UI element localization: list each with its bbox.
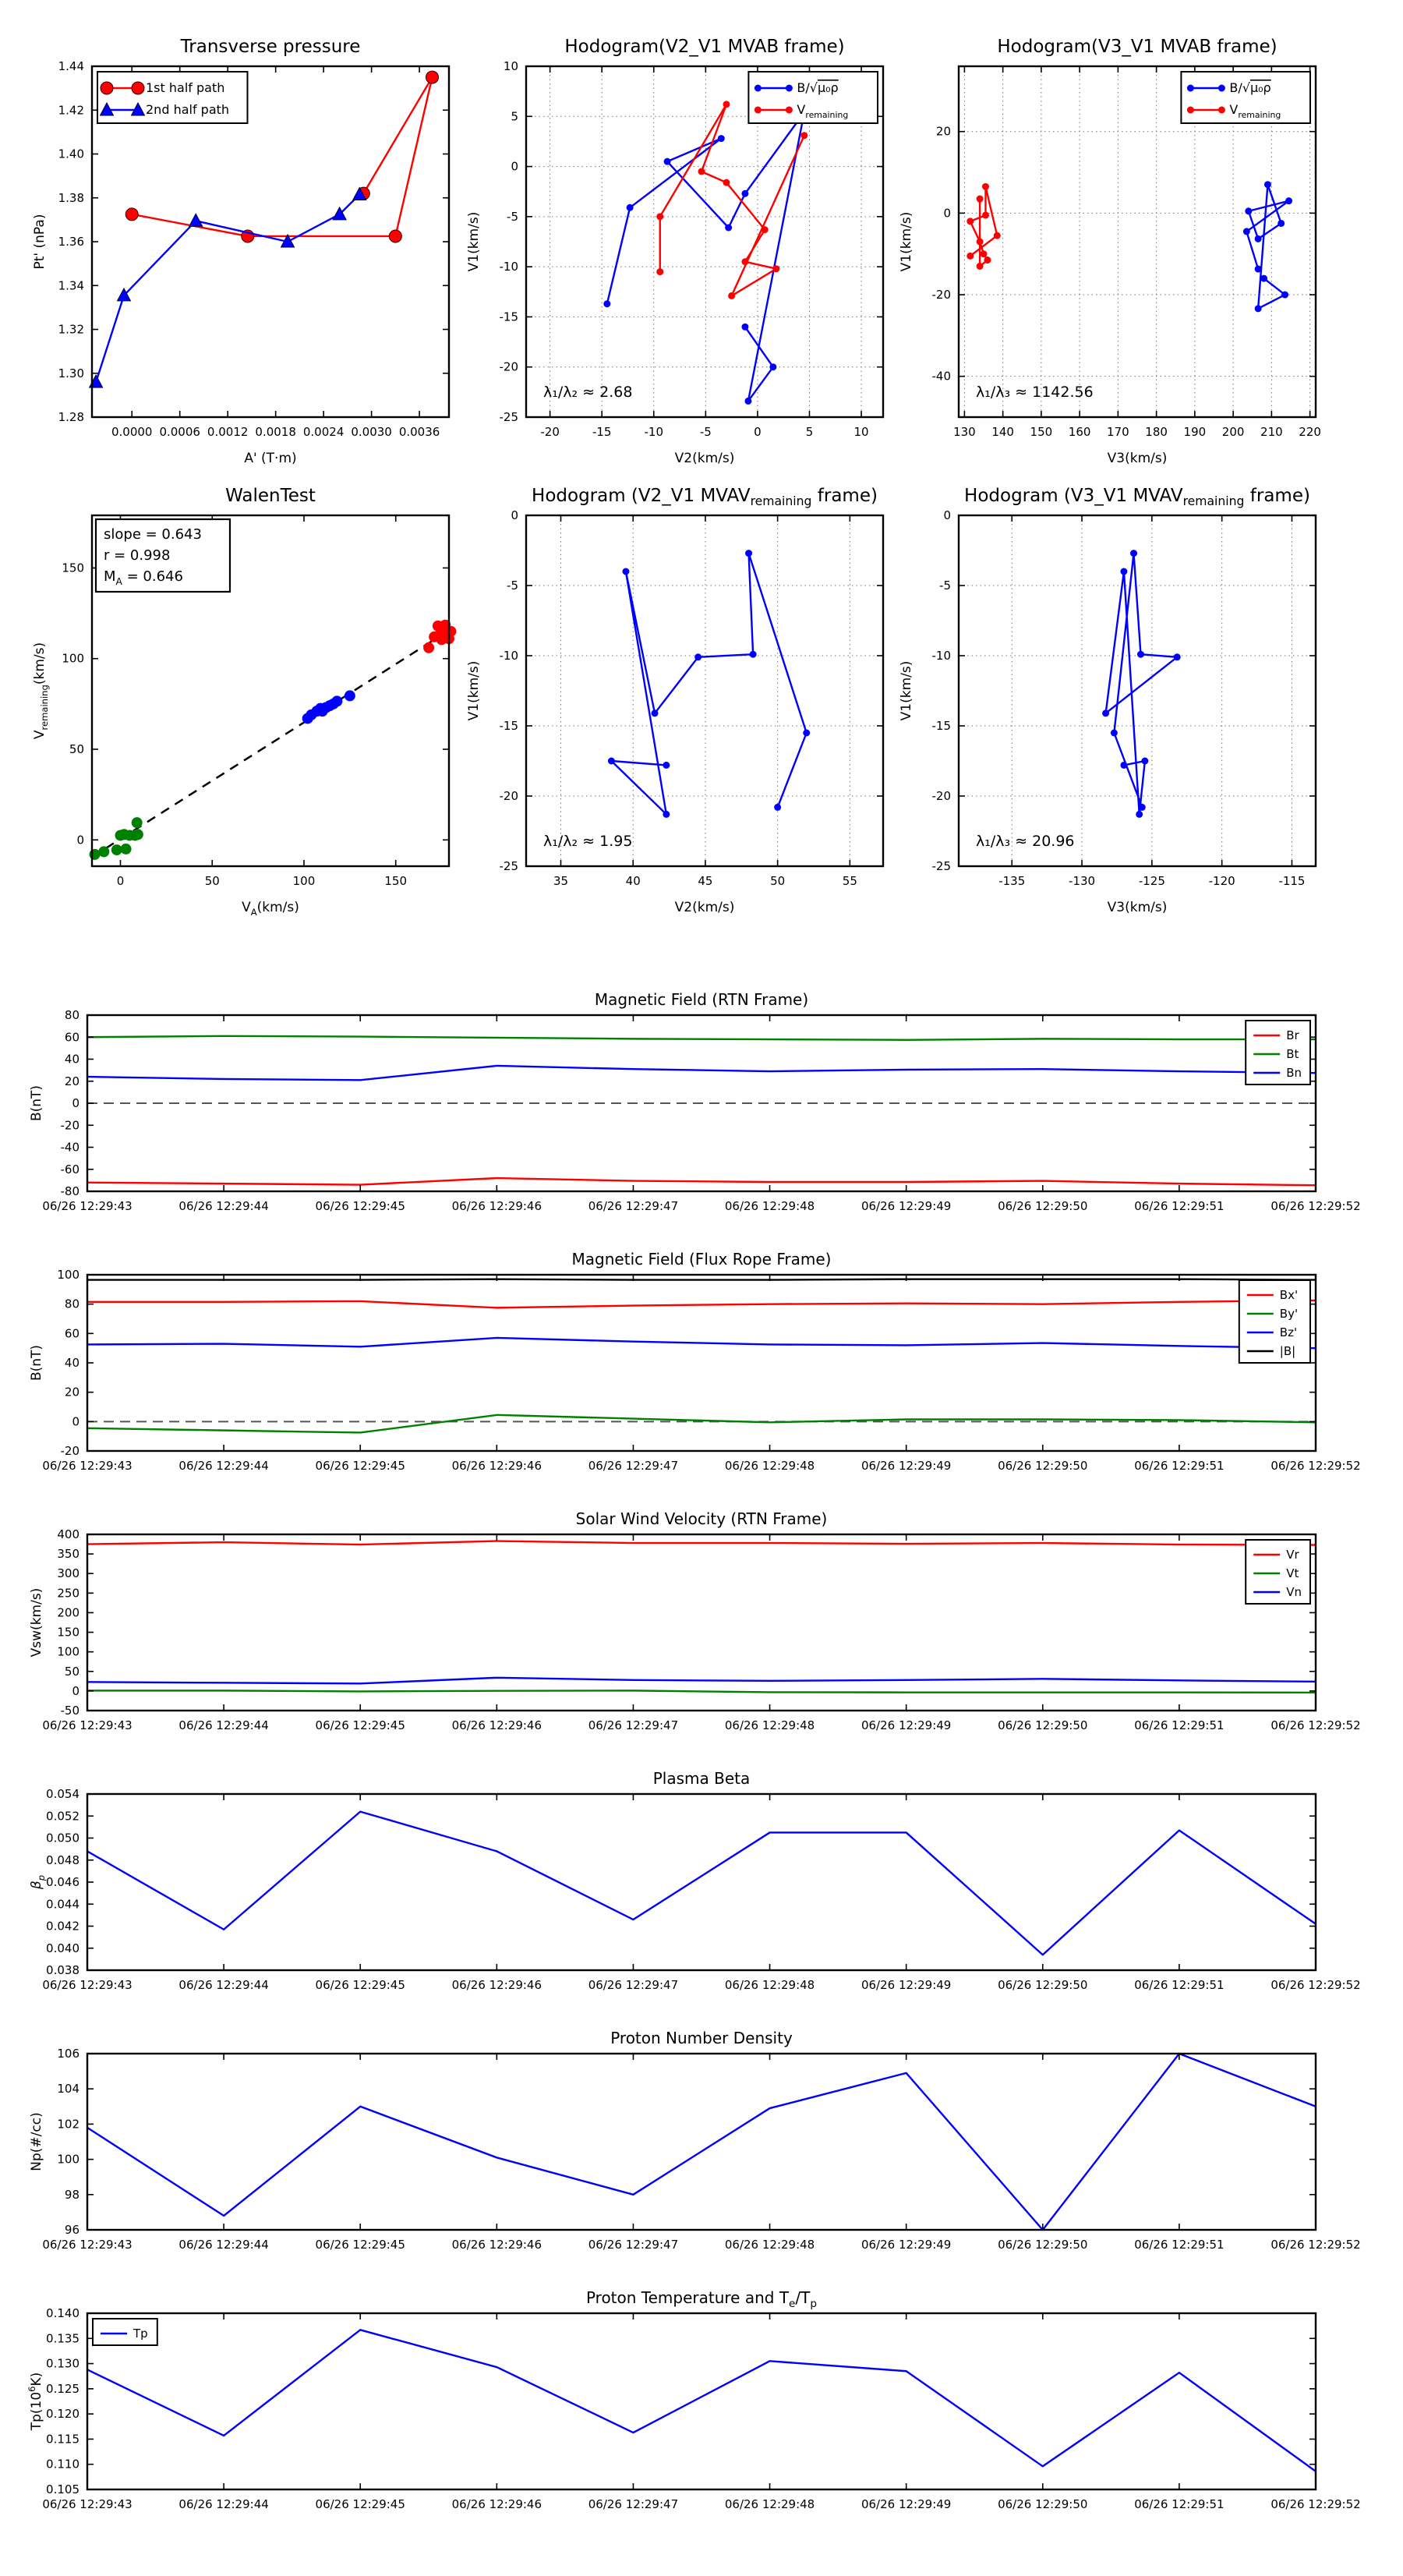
x-tick-label: 06/26 12:29:50 xyxy=(998,2238,1088,2252)
x-axis-label: V2(km/s) xyxy=(674,900,735,915)
y-tick-label: -15 xyxy=(931,719,951,733)
x-tick-label: -125 xyxy=(1138,874,1165,888)
chart-title: Transverse pressure xyxy=(180,37,361,57)
ticks xyxy=(42,2047,1360,2252)
stats-line: r = 0.998 xyxy=(104,547,171,564)
x-tick-label: 06/26 12:29:51 xyxy=(1134,1199,1225,1213)
x-tick-label: 190 xyxy=(1183,425,1207,439)
series-vt xyxy=(87,1690,1316,1693)
x-tick-label: 06/26 12:29:52 xyxy=(1270,1718,1361,1732)
chart-title: Hodogram(V2_V1 MVAB frame) xyxy=(564,37,845,57)
y-tick-label: 0 xyxy=(72,1683,80,1698)
x-tick-label: 06/26 12:29:46 xyxy=(451,2497,542,2511)
eigenvalue-annotation: λ₁/λ₃ ≈ 1142.56 xyxy=(976,384,1094,401)
chart-title: Hodogram (V2_V1 $MVAV_{remaining}$ frame) xyxy=(532,486,878,508)
x-tick-label: 55 xyxy=(842,874,857,888)
y-tick-label: -20 xyxy=(60,1118,80,1133)
y-tick-label: 5 xyxy=(511,109,518,124)
legend-label: $V_{remaining}$ xyxy=(1229,102,1281,120)
y-axis-label: Np(#/cc) xyxy=(29,2112,44,2171)
x-tick-label: 06/26 12:29:44 xyxy=(178,1978,269,1992)
y-axis-label: V1(km/s) xyxy=(899,211,914,272)
chart-title: Hodogram(V3_V1 MVAB frame) xyxy=(997,37,1278,57)
y-tick-label: 0.125 xyxy=(46,2381,80,2396)
x-tick-label: 45 xyxy=(698,874,713,888)
chart-title: Proton Number Density xyxy=(610,2029,793,2047)
ticks xyxy=(42,1527,1360,1732)
x-tick-label: 06/26 12:29:51 xyxy=(1134,2497,1225,2511)
y-tick-label: -25 xyxy=(499,410,518,424)
legend-label: |B| xyxy=(1279,1344,1296,1358)
x-tick-label: 06/26 12:29:46 xyxy=(451,1459,542,1473)
chart-title: Solar Wind Velocity (RTN Frame) xyxy=(575,1509,828,1528)
y-tick-label: -5 xyxy=(507,579,518,593)
x-tick-label: 150 xyxy=(1030,425,1053,439)
legend xyxy=(1246,1540,1310,1604)
x-tick-label: 210 xyxy=(1260,425,1283,439)
y-tick-label: -10 xyxy=(931,649,951,663)
y-axis-label: $Tp(10^6K)$ xyxy=(27,2372,44,2431)
chart-title: Plasma Beta xyxy=(652,1769,751,1788)
x-tick-label: 06/26 12:29:43 xyxy=(42,1199,133,1213)
x-tick-label: 40 xyxy=(625,874,641,888)
y-axis-label: $V_{remaining}(km/s)$ xyxy=(32,642,50,740)
y-tick-label: 400 xyxy=(57,1527,80,1541)
series-np xyxy=(87,2054,1316,2230)
legend-label: Bn xyxy=(1286,1066,1302,1080)
chart-hodogram-v2v1-mvav xyxy=(466,486,883,915)
x-tick-label: 06/26 12:29:43 xyxy=(42,1459,133,1473)
y-axis-label: Pt' (nPa) xyxy=(32,214,48,270)
y-tick-label: -15 xyxy=(499,719,518,733)
y-axis-label: B(nT) xyxy=(29,1344,44,1382)
x-tick-label: 06/26 12:29:43 xyxy=(42,1718,133,1732)
x-tick-label: 170 xyxy=(1107,425,1129,439)
y-tick-label: -10 xyxy=(499,260,518,274)
y-tick-label: 0.040 xyxy=(46,1941,80,1955)
chart-plasma-beta xyxy=(29,1769,1361,1992)
y-tick-label: 150 xyxy=(62,561,84,575)
ticks xyxy=(42,2306,1360,2511)
x-tick-label: 06/26 12:29:49 xyxy=(861,2238,952,2252)
y-tick-label: 1.44 xyxy=(58,59,84,73)
y-tick-label: 40 xyxy=(64,1356,80,1370)
stats-line: slope = 0.643 xyxy=(104,526,202,543)
y-tick-label: 0.140 xyxy=(46,2306,80,2320)
y-tick-label: -40 xyxy=(60,1140,80,1155)
y-tick-label: 50 xyxy=(64,1664,80,1679)
x-tick-label: 06/26 12:29:47 xyxy=(588,2497,679,2511)
x-tick-label: 06/26 12:29:48 xyxy=(724,2238,815,2252)
x-tick-label: 06/26 12:29:44 xyxy=(178,1459,269,1473)
series-vn xyxy=(87,1678,1316,1684)
series-v-remaining xyxy=(608,550,810,818)
y-tick-label: -40 xyxy=(931,369,951,384)
x-tick-label: 130 xyxy=(953,425,976,439)
x-tick-label: 06/26 12:29:50 xyxy=(998,1199,1088,1213)
chart-transverse-pressure xyxy=(32,37,449,466)
series-middle-interval xyxy=(302,690,355,724)
x-tick-label: 06/26 12:29:45 xyxy=(315,1199,405,1213)
x-tick-label: 06/26 12:29:50 xyxy=(998,1978,1088,1992)
x-tick-label: 06/26 12:29:50 xyxy=(998,1459,1088,1473)
x-tick-label: 06/26 12:29:51 xyxy=(1134,1718,1225,1732)
x-tick-label: 06/26 12:29:48 xyxy=(724,1199,815,1213)
y-tick-label: 1.32 xyxy=(58,322,84,337)
series-v-remaining xyxy=(1102,550,1181,818)
x-tick-label: -130 xyxy=(1069,874,1096,888)
y-tick-label: 0.130 xyxy=(46,2356,80,2371)
x-tick-label: 06/26 12:29:46 xyxy=(451,2238,542,2252)
x-tick-label: 06/26 12:29:44 xyxy=(178,2238,269,2252)
chart-hodogram-v3v1-mvav xyxy=(899,486,1316,915)
eigenvalue-annotation: λ₁/λ₂ ≈ 2.68 xyxy=(543,384,633,401)
x-tick-label: 06/26 12:29:52 xyxy=(1270,1459,1361,1473)
x-tick-label: 06/26 12:29:49 xyxy=(861,2497,952,2511)
y-tick-label: -80 xyxy=(60,1184,80,1198)
legend-label: $V_{remaining}$ xyxy=(797,102,849,120)
x-tick-label: 06/26 12:29:46 xyxy=(451,1978,542,1992)
y-tick-label: 50 xyxy=(69,742,84,756)
ticks xyxy=(42,1787,1360,1992)
legend-label: Tp xyxy=(133,2327,148,2341)
legend-label: By' xyxy=(1279,1307,1299,1321)
series-last-interval xyxy=(423,620,456,653)
chart-magnetic-field-flux-rope xyxy=(29,1250,1361,1473)
y-tick-label: -20 xyxy=(60,1444,80,1458)
legend-label: B/√μ₀ρ xyxy=(797,80,839,95)
x-tick-label: 0.0000 xyxy=(111,425,153,439)
legend-label: Bx' xyxy=(1279,1288,1299,1302)
x-axis-label: A' (T·m) xyxy=(244,451,297,466)
x-tick-label: 06/26 12:29:50 xyxy=(998,2497,1088,2511)
y-tick-label: 0.105 xyxy=(46,2482,80,2496)
x-tick-label: 06/26 12:29:44 xyxy=(178,2497,269,2511)
chart-title: Proton Temperature and $T_e/T_p$ xyxy=(585,2288,818,2310)
y-tick-label: -15 xyxy=(499,310,518,324)
x-tick-label: 0 xyxy=(116,874,125,888)
x-tick-label: -20 xyxy=(540,425,560,439)
legend xyxy=(1181,72,1310,123)
y-tick-label: 0 xyxy=(943,508,951,522)
x-tick-label: 06/26 12:29:48 xyxy=(724,1718,815,1732)
y-tick-label: 102 xyxy=(57,2117,80,2132)
y-axis-label: $\beta_p$ xyxy=(29,1874,47,1890)
y-tick-label: 0.054 xyxy=(46,1787,80,1801)
y-tick-label: -10 xyxy=(499,649,518,663)
eigenvalue-annotation: λ₁/λ₂ ≈ 1.95 xyxy=(543,833,633,850)
y-tick-label: -50 xyxy=(60,1704,80,1718)
axes-frame xyxy=(87,1534,1316,1711)
x-tick-label: 200 xyxy=(1221,425,1245,439)
x-tick-label: 06/26 12:29:47 xyxy=(588,1718,679,1732)
x-tick-label: 160 xyxy=(1068,425,1091,439)
y-tick-label: 96 xyxy=(64,2223,80,2237)
y-tick-label: 1.36 xyxy=(58,235,84,249)
x-tick-label: 06/26 12:29:47 xyxy=(588,2238,679,2252)
x-tick-label: 06/26 12:29:45 xyxy=(315,1718,405,1732)
x-tick-label: 06/26 12:29:45 xyxy=(315,1459,405,1473)
x-tick-label: 06/26 12:29:52 xyxy=(1270,1199,1361,1213)
x-tick-label: 06/26 12:29:47 xyxy=(588,1978,679,1992)
series-bt xyxy=(87,1036,1316,1040)
y-tick-label: 0.044 xyxy=(46,1897,80,1912)
y-tick-label: -25 xyxy=(931,859,951,873)
x-tick-label: 0.0024 xyxy=(302,425,345,439)
x-tick-label: 06/26 12:29:51 xyxy=(1134,1978,1225,1992)
y-tick-label: 200 xyxy=(57,1605,80,1620)
x-tick-label: 06/26 12:29:45 xyxy=(315,2238,405,2252)
y-tick-label: 40 xyxy=(64,1052,80,1067)
x-tick-label: 06/26 12:29:48 xyxy=(724,1978,815,1992)
y-tick-label: 1.28 xyxy=(58,410,84,424)
y-tick-label: 1.40 xyxy=(58,147,84,161)
y-tick-label: 104 xyxy=(57,2082,80,2097)
y-tick-label: 60 xyxy=(64,1030,80,1045)
y-tick-label: 0.135 xyxy=(46,2331,80,2346)
x-tick-label: 06/26 12:29:49 xyxy=(861,1978,952,1992)
x-tick-label: 06/26 12:29:49 xyxy=(861,1459,952,1473)
x-tick-label: 06/26 12:29:52 xyxy=(1270,1978,1361,1992)
chart-hodogram-v2v1-mvab xyxy=(466,37,883,466)
y-tick-label: -20 xyxy=(931,288,951,303)
y-tick-label: 20 xyxy=(64,1074,80,1088)
y-tick-label: -60 xyxy=(60,1162,80,1177)
x-tick-label: -5 xyxy=(699,425,712,439)
y-tick-label: -5 xyxy=(939,579,951,593)
y-axis-label: Vsw(km/s) xyxy=(29,1587,44,1658)
x-tick-label: 5 xyxy=(805,425,814,439)
series--b- xyxy=(87,1279,1316,1280)
chart-magnetic-field-rtn xyxy=(29,990,1361,1213)
chart-title: Magnetic Field (Flux Rope Frame) xyxy=(571,1250,832,1269)
x-tick-label: 0.0036 xyxy=(398,425,440,439)
x-tick-label: 06/26 12:29:45 xyxy=(315,2497,405,2511)
chart-hodogram-v3v1-mvab xyxy=(899,37,1321,466)
series-first-interval xyxy=(90,817,143,860)
x-tick-label: -15 xyxy=(592,425,612,439)
legend xyxy=(1246,1021,1310,1085)
chart-walen-test xyxy=(32,486,456,918)
y-tick-label: 100 xyxy=(57,1268,80,1282)
y-tick-label: 60 xyxy=(64,1326,80,1341)
axes-frame xyxy=(87,1794,1316,1970)
x-tick-label: 220 xyxy=(1299,425,1321,439)
legend-label: 1st half path xyxy=(146,80,225,95)
y-tick-label: 0.052 xyxy=(46,1809,80,1824)
legend-label: Vt xyxy=(1286,1566,1299,1580)
x-tick-label: -120 xyxy=(1208,874,1235,888)
legend-label: Vr xyxy=(1286,1548,1299,1562)
axes-frame xyxy=(526,515,883,866)
eigenvalue-annotation: λ₁/λ₃ ≈ 20.96 xyxy=(976,833,1075,850)
x-tick-label: 06/26 12:29:46 xyxy=(451,1718,542,1732)
series-by- xyxy=(87,1415,1316,1433)
x-tick-label: 06/26 12:29:43 xyxy=(42,1978,133,1992)
ticks xyxy=(500,508,884,888)
x-tick-label: 06/26 12:29:50 xyxy=(998,1718,1088,1732)
y-tick-label: 0.048 xyxy=(46,1852,80,1867)
y-tick-label: 1.34 xyxy=(58,278,84,293)
x-tick-label: 0.0006 xyxy=(159,425,200,439)
x-tick-label: 06/26 12:29:47 xyxy=(588,1199,679,1213)
x-tick-label: 06/26 12:29:43 xyxy=(42,2497,133,2511)
legend xyxy=(97,72,247,123)
grid xyxy=(526,515,883,866)
x-tick-label: 06/26 12:29:45 xyxy=(315,1978,405,1992)
x-tick-label: -115 xyxy=(1278,874,1306,888)
x-axis-label: V2(km/s) xyxy=(674,451,735,466)
series-b-sqrt-mu0-rho- xyxy=(603,109,808,405)
series-bx- xyxy=(87,1300,1316,1307)
chart-title: WalenTest xyxy=(225,486,316,506)
series-v-remaining xyxy=(967,183,1000,270)
x-tick-label: 35 xyxy=(553,874,569,888)
x-tick-label: 06/26 12:29:48 xyxy=(724,2497,815,2511)
x-tick-label: 06/26 12:29:46 xyxy=(451,1199,542,1213)
y-tick-label: 0.038 xyxy=(46,1963,80,1977)
fit-line xyxy=(92,630,449,857)
x-tick-label: 150 xyxy=(384,874,408,888)
x-tick-label: 0.0012 xyxy=(207,425,249,439)
x-tick-label: 0.0030 xyxy=(351,425,392,439)
x-axis-label: V3(km/s) xyxy=(1107,451,1168,466)
y-tick-label: 0.115 xyxy=(46,2432,80,2447)
x-tick-label: 06/26 12:29:49 xyxy=(861,1199,952,1213)
legend-label: Vn xyxy=(1286,1585,1302,1599)
y-tick-label: -5 xyxy=(507,209,518,224)
chart-title: Magnetic Field (RTN Frame) xyxy=(594,990,809,1009)
series-vr xyxy=(87,1541,1316,1545)
y-tick-label: 100 xyxy=(57,1644,80,1659)
y-tick-label: -20 xyxy=(499,789,518,803)
y-tick-label: 80 xyxy=(64,1297,80,1311)
axes-frame xyxy=(87,2054,1316,2230)
ticks xyxy=(42,1268,1360,1473)
x-tick-label: -135 xyxy=(998,874,1026,888)
series-v-remaining xyxy=(656,101,808,299)
y-tick-label: 100 xyxy=(62,651,84,666)
chart-title: Hodogram (V3_V1 $MVAV_{remaining}$ frame) xyxy=(964,486,1310,508)
x-tick-label: 06/26 12:29:51 xyxy=(1134,1459,1225,1473)
x-tick-label: 50 xyxy=(770,874,786,888)
y-tick-label: 0 xyxy=(76,833,84,847)
legend-label: Bz' xyxy=(1279,1325,1298,1339)
x-tick-label: 0.0018 xyxy=(255,425,296,439)
y-tick-label: 0.042 xyxy=(46,1919,80,1934)
x-tick-label: 06/26 12:29:52 xyxy=(1270,2238,1361,2252)
legend xyxy=(1239,1280,1310,1363)
y-tick-label: -25 xyxy=(499,859,518,873)
y-tick-label: 0 xyxy=(72,1414,80,1429)
x-tick-label: 100 xyxy=(292,874,316,888)
y-tick-label: 106 xyxy=(57,2047,80,2061)
x-tick-label: 0 xyxy=(754,425,762,439)
x-tick-label: 06/26 12:29:48 xyxy=(724,1459,815,1473)
y-tick-label: 0 xyxy=(511,508,518,522)
series-tp xyxy=(87,2330,1316,2471)
y-tick-label: 350 xyxy=(57,1547,80,1562)
series-bn xyxy=(87,1066,1316,1080)
series-beta-p xyxy=(87,1812,1316,1955)
x-tick-label: 06/26 12:29:44 xyxy=(178,1718,269,1732)
y-tick-label: 0.050 xyxy=(46,1831,80,1845)
x-axis-label: V3(km/s) xyxy=(1107,900,1168,915)
series-bz- xyxy=(87,1338,1316,1348)
y-axis-label: B(nT) xyxy=(29,1085,44,1122)
y-tick-label: 98 xyxy=(64,2187,80,2202)
y-tick-label: 0 xyxy=(943,206,951,221)
y-tick-label: 250 xyxy=(57,1586,80,1601)
y-axis-label: V1(km/s) xyxy=(466,660,482,721)
series-b-sqrt-mu0-rho- xyxy=(1243,181,1292,312)
y-tick-label: -20 xyxy=(931,789,951,803)
x-tick-label: 50 xyxy=(204,874,220,888)
y-tick-label: 0.110 xyxy=(46,2457,80,2472)
y-tick-label: 0.046 xyxy=(46,1875,80,1889)
x-tick-label: 06/26 12:29:51 xyxy=(1134,2238,1225,2252)
x-axis-label: $V_A(km/s)$ xyxy=(242,900,299,918)
y-tick-label: 0.120 xyxy=(46,2407,80,2422)
y-tick-label: 100 xyxy=(57,2152,80,2167)
legend xyxy=(93,2319,157,2345)
x-tick-label: 10 xyxy=(853,425,869,439)
x-tick-label: 06/26 12:29:47 xyxy=(588,1459,679,1473)
y-tick-label: 10 xyxy=(503,59,518,73)
y-tick-label: 20 xyxy=(64,1385,80,1399)
y-tick-label: 1.42 xyxy=(58,103,84,118)
y-tick-label: 1.30 xyxy=(58,366,84,380)
x-tick-label: 140 xyxy=(991,425,1014,439)
legend-label: Br xyxy=(1286,1028,1299,1042)
legend-label: B/√μ₀ρ xyxy=(1229,80,1271,95)
y-tick-label: 0 xyxy=(72,1096,80,1110)
y-axis-label: V1(km/s) xyxy=(466,211,482,272)
chart-solar-wind-velocity xyxy=(29,1509,1361,1732)
x-tick-label: -10 xyxy=(644,425,664,439)
legend xyxy=(748,72,878,123)
legend-label: 2nd half path xyxy=(146,102,230,117)
legend-label: Bt xyxy=(1286,1047,1299,1061)
stats-line: $M_A = 0.646$ xyxy=(104,568,183,587)
y-tick-label: 150 xyxy=(57,1625,80,1640)
series-br xyxy=(87,1178,1316,1185)
y-tick-label: 80 xyxy=(64,1008,80,1022)
y-tick-label: 20 xyxy=(935,124,951,139)
x-tick-label: 06/26 12:29:49 xyxy=(861,1718,952,1732)
y-tick-label: 1.38 xyxy=(58,190,84,205)
x-tick-label: 06/26 12:29:43 xyxy=(42,2238,133,2252)
y-tick-label: -20 xyxy=(499,359,518,374)
y-tick-label: 300 xyxy=(57,1566,80,1581)
y-tick-label: 0 xyxy=(511,159,518,174)
chart-proton-temperature xyxy=(27,2288,1361,2511)
axes-frame xyxy=(87,2313,1316,2489)
chart-proton-number-density xyxy=(29,2029,1361,2252)
y-axis-label: V1(km/s) xyxy=(899,660,914,721)
x-tick-label: 180 xyxy=(1145,425,1168,439)
x-tick-label: 06/26 12:29:52 xyxy=(1270,2497,1361,2511)
x-tick-label: 06/26 12:29:44 xyxy=(178,1199,269,1213)
